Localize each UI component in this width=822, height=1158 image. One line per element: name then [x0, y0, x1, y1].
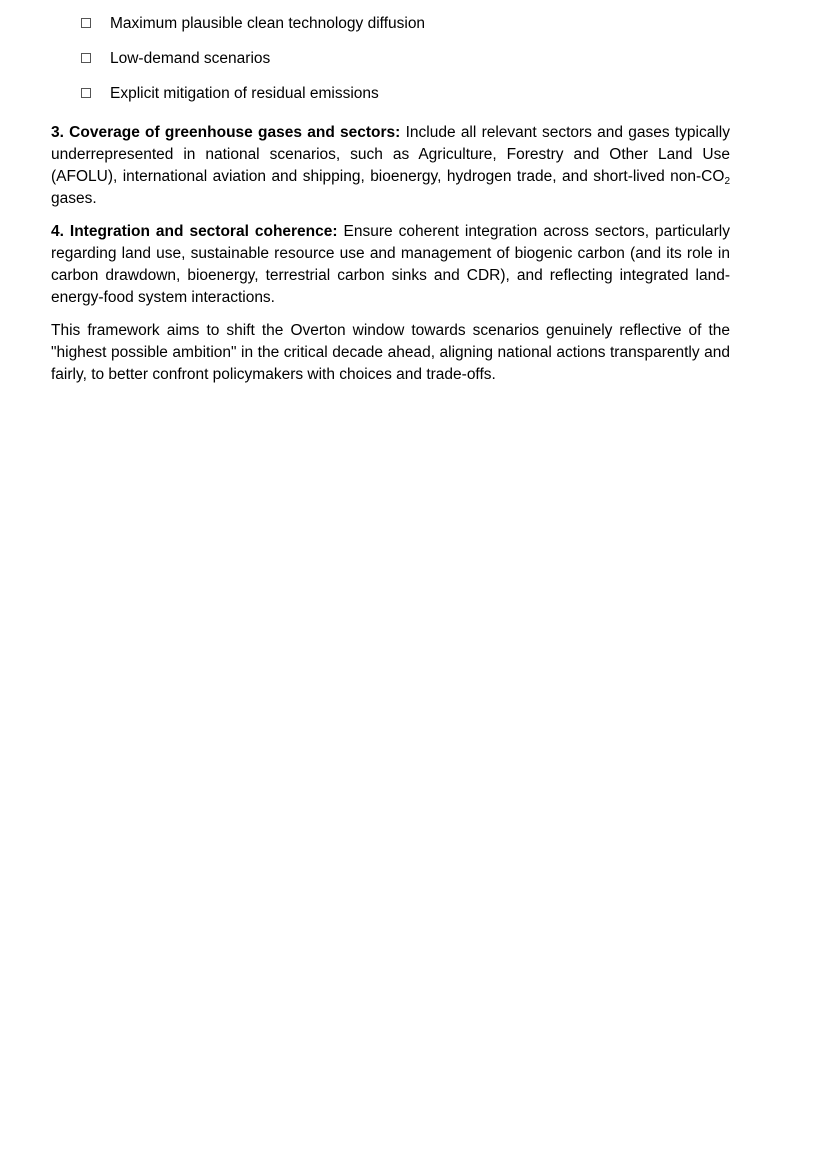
- scenario-checklist: [51, 0, 730, 119]
- section-4-body: Ensure coherent integration across sectors, particularly regarding land use, sustainable resource use and management of biogenic carbon (and its role in carbon drawdown, bioenergy, terrestrial carbon sinks and CDR), and reflecting integrated land-energy-food system interactions.: [51, 223, 730, 306]
- section-3-paragraph: [51, 122, 730, 210]
- section-4-heading: 4. Integration and sectoral coherence:: [51, 223, 338, 240]
- checkbox-icon: [81, 18, 91, 28]
- checkbox-icon: [81, 53, 91, 63]
- list-item-label: Maximum plausible clean technology diffusion: [110, 15, 426, 32]
- section-4-paragraph: [51, 221, 730, 309]
- co2-subscript: 2: [724, 176, 730, 187]
- closing-paragraph: This framework aims to shift the Overton window towards scenarios genuinely reflective of the "highest possible ambition" in the critical decade ahead, aligning national actions transparently and fairly, to better confront policymakers with choices and trade-offs.: [51, 322, 730, 383]
- section-3-heading: 3. Coverage of greenhouse gases and sectors:: [51, 124, 401, 141]
- list-item: [51, 14, 730, 49]
- section-3-body-end: gases.: [51, 190, 97, 207]
- section-3-body: Include all relevant sectors and gases typically underrepresented in national scenarios, such as Agriculture, Forestry and Other Land Use (AFOLU), international aviation and shipping, bioenergy, hydrogen trade, and short-lived non-CO: [51, 124, 731, 185]
- list-item: [51, 49, 730, 84]
- list-item-label: Explicit mitigation of residual emissions: [110, 85, 379, 102]
- list-item-label: Low-demand scenarios: [110, 50, 271, 67]
- document-page: [51, 0, 730, 386]
- checkbox-icon: [81, 88, 91, 98]
- list-item: [51, 84, 730, 119]
